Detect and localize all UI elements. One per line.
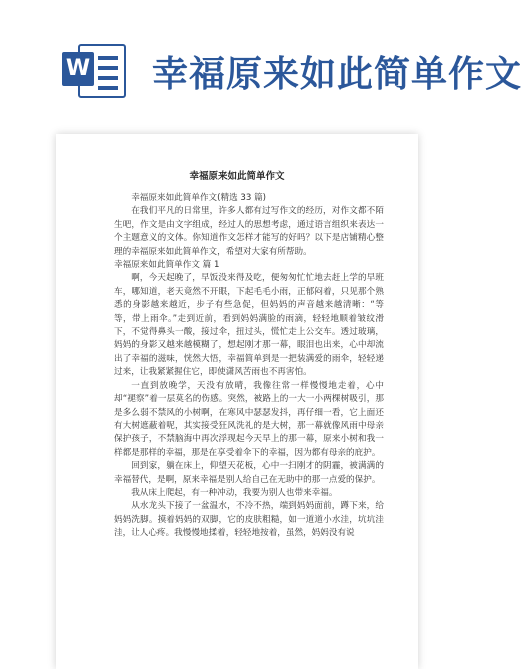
document-subtitle: 幸福原来如此简单作文(精选 33 篇): [131, 193, 267, 203]
document-body: [114, 190, 384, 541]
body-paragraph: 我从床上爬起，有一种冲动，我要为别人也带来幸福。: [131, 487, 338, 498]
banner-title: 幸福原来如此简单作文: [152, 54, 522, 95]
word-w-badge: W: [62, 52, 94, 86]
text-line-icon: [98, 66, 118, 70]
text-line-icon: [98, 76, 118, 80]
body-paragraph: 一直到放晚学，天没有放晴，我像往常一样慢慢地走着，心中却“褪察”着一层莫名的伤感。突然，被路上的一大一小两棵树吸引，那是多么弱不禁风的小树啊，在寒风中瑟瑟发抖，再仔细一看，它上面还有大树遮蔽着呢，其实接受狂风洗礼的是大树，那一幕就像风雨中母亲保护孩子，不禁脑海中再次浮现起今天早上的那一幕，原来小树和我一样都是那样的幸福，那是在享受着伞下的幸福，因为都有母亲的庇护。: [114, 380, 384, 458]
body-paragraph: 从水龙头下接了一盆温水，不冷不热，端到妈妈面前，蹲下来，给妈妈洗脚。摸着妈妈的双脚，它的皮肤粗糙，如一道道小水洼，坑坑洼洼，让人心疼。我慢慢地揉着，轻轻地按着，虽然，妈妈没有说: [114, 501, 384, 539]
document-title: 幸福原来如此简单作文: [189, 171, 285, 182]
text-line-icon: [98, 86, 118, 90]
body-paragraph: 回到家，躺在床上，仰望天花板，心中一扫刚才的阴霾，被满满的幸福替代，是啊，原来幸福是别人给自己在无助中的那一点爱的保护。: [114, 461, 384, 485]
document-page: [56, 134, 418, 669]
intro-paragraph: 在我们平凡的日常里，许多人都有过写作文的经历，对作文都不陌生吧，作文是由文字组成，经过人的思想考虑，通过语言组织来表达一个主题意义的文体。你知道作文怎样才能写的好吗？以下是店铺精心整理的幸福原来如此简单作文，希望对大家有所帮助。: [114, 206, 384, 257]
text-line-icon: [98, 56, 118, 60]
section-heading: 幸福原来如此简单作文 篇 1: [114, 260, 220, 271]
word-document-icon: [62, 40, 128, 100]
body-paragraph: 啊，今天起晚了，早饭没来得及吃，便匆匆忙忙地去赶上学的早班车，哪知道，老天竟然不开眼，下起毛毛小雨，正郁闷着，只见那个熟悉的身影越来越近，步子有些急促，但妈妈的声音越来越清晰：“等等，带上雨伞。”走到近前，看到妈妈满脸的雨滴，轻轻地顺着皱纹滑下，不觉得鼻头一酸，接过伞，扭过头，慌忙走上公交车。透过玻璃，妈妈的身影又越来越模糊了，想起刚才那一幕，眼泪也出来，心中却流出了幸福的滋味，恍然大悟，幸福简单到是一把装满爱的雨伞，轻轻递过来，让我紧紧握住它，即使潇风苦雨也不再害怕。: [114, 273, 384, 378]
header-banner: [0, 0, 522, 118]
